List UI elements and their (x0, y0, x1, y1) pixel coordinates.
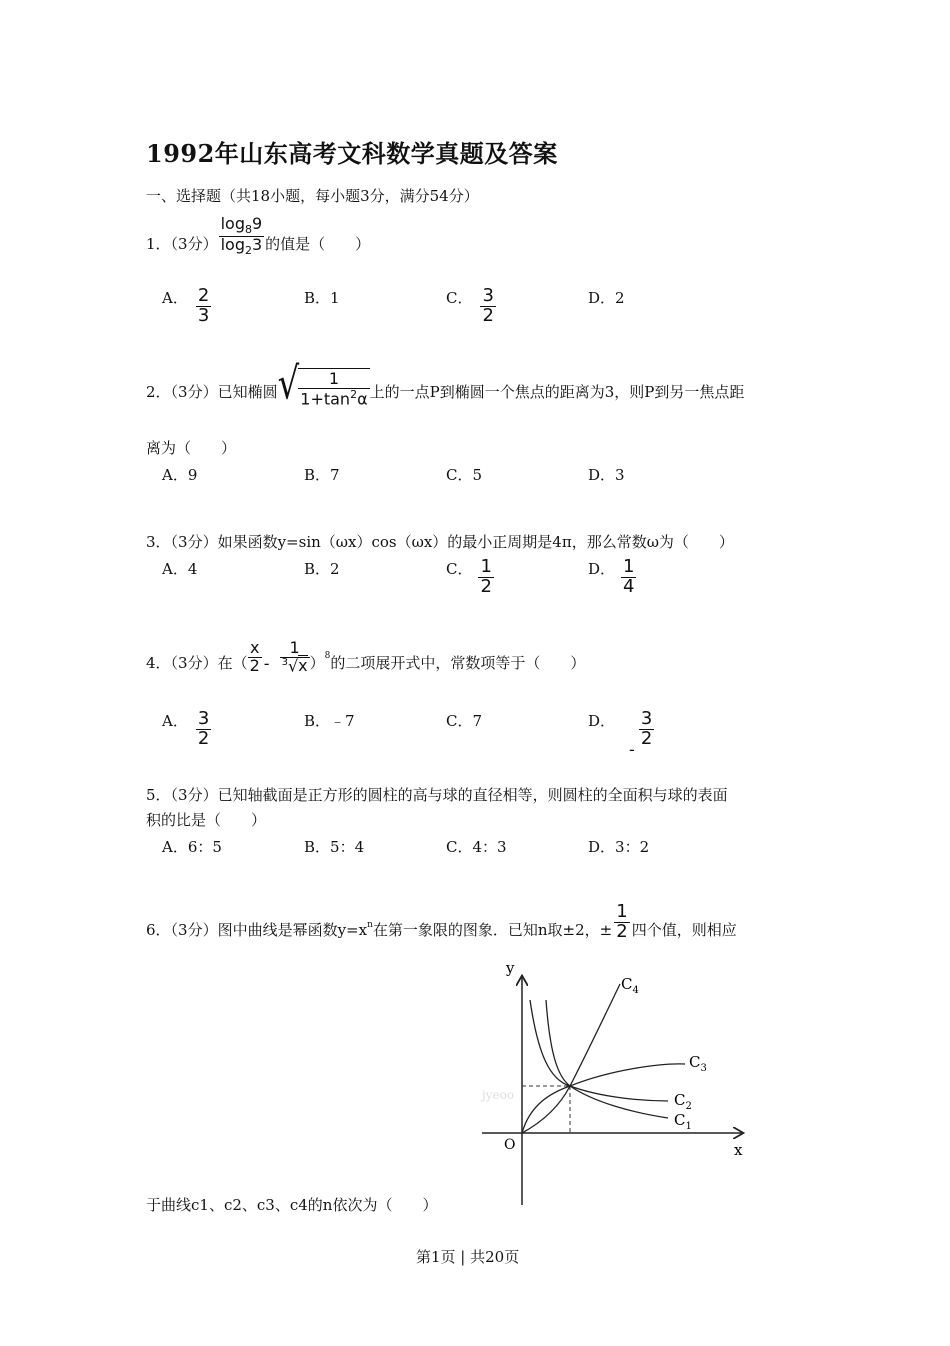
page-footer: 第1页 | 共20页 (416, 1248, 520, 1266)
q2-option-a: A．9 (162, 466, 198, 484)
question-3: 3．（3分）如果函数y=sin（ωx）cos（ωx）的最小正周期是4π，那么常数ω为（ ） (146, 533, 734, 551)
q6-line2: 于曲线c1、c2、c3、c4的n依次为（ ） (146, 1196, 438, 1214)
q4-option-d: D． - $\frac{3}{2}$ (588, 708, 653, 759)
x-axis-label: x (734, 1141, 743, 1159)
question-4: 4．（3分）在（ $\frac{x}{2}$ - $\frac{1}{^3√x}$ ） $^8$ 的二项展开式中，常数项等于（ ） (146, 638, 586, 676)
y-axis-label: y (506, 959, 515, 977)
q4-option-c: C．7 (446, 712, 483, 730)
q5-option-a: A．6：5 (162, 838, 222, 856)
q3-option-a: A．4 (162, 560, 198, 578)
q5-line2: 积的比是（ ） (146, 811, 267, 829)
q2-sqrt: √ $\frac{1}{1+\tan^2\alpha}$ (277, 358, 368, 411)
q4-option-b: B．﹣7 (304, 712, 355, 730)
q2-suffix: 上的一点P到椭圆一个焦点的距离为3，则P到另一焦点距 (369, 382, 745, 401)
q5-line1: 5．（3分）已知轴截面是正方形的圆柱的高与球的直径相等，则圆柱的全面积与球的表面 (146, 786, 728, 804)
q4-fraction-root: $\frac{1}{^3√x}$ (281, 638, 308, 676)
q1-fraction: $\frac{\log_89}{\log_23}$ (220, 214, 263, 257)
q3-option-d: D． $\frac{1}{4}$ (588, 556, 635, 597)
c3-label: $C_3$ (689, 1053, 707, 1074)
question-6: 6．（3分）图中曲线是幂函数y=x $^n$ 在第一象限的图象．已知n取±2，± $\frac{1}{2}$ 四个值，则相应 (146, 901, 737, 942)
q3-option-b: B．2 (304, 560, 340, 578)
q1-option-d: D．2 (588, 289, 625, 307)
curve-c4 (522, 984, 620, 1133)
q1-prefix: 1．（3分） (146, 235, 218, 254)
q1-suffix: 的值是（ ） (265, 235, 371, 254)
origin-label: O (504, 1137, 516, 1153)
section-header: 一、选择题（共18小题，每小题3分，满分54分） (146, 187, 479, 205)
q1-option-b: B．1 (304, 289, 340, 307)
q2-option-c: C．5 (446, 466, 483, 484)
c2-label: $C_2$ (674, 1091, 692, 1112)
q2-prefix: 2．（3分）已知椭圆 (146, 382, 278, 401)
q3-option-c: C． $\frac{1}{2}$ (446, 556, 492, 597)
curve-c3 (522, 1064, 685, 1133)
q2-option-d: D．3 (588, 466, 625, 484)
question-1 (146, 216, 370, 256)
watermark: jyeoo (482, 1088, 515, 1102)
q5-option-c: C．4：3 (446, 838, 507, 856)
q6-fraction: $\frac{1}{2}$ (616, 901, 628, 942)
c1-label: $C_1$ (674, 1111, 692, 1132)
q4-fraction-x-2: $\frac{x}{2}$ (249, 638, 260, 676)
q1-option-c: C． $\frac{3}{2}$ (446, 285, 494, 326)
q5-option-d: D．3：2 (588, 838, 650, 856)
question-2 (146, 358, 745, 411)
q1-option-a: A． $\frac{2}{3}$ (162, 285, 210, 326)
c4-label: $C_4$ (621, 975, 639, 996)
q4-option-a: A． $\frac{3}{2}$ (162, 708, 210, 749)
q2-option-b: B．7 (304, 466, 340, 484)
power-function-graph (470, 955, 760, 1215)
q2-line2: 离为（ ） (146, 439, 237, 457)
page-title: 1992年山东高考文科数学真题及答案 (146, 139, 558, 168)
q5-option-b: B．5：4 (304, 838, 365, 856)
